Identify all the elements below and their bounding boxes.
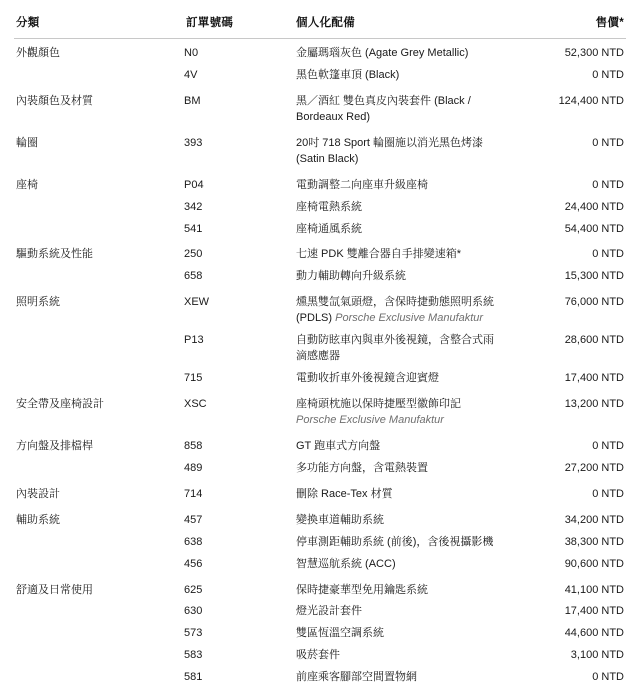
cell-category — [14, 197, 184, 219]
cell-price: 54,400 NTD — [564, 222, 624, 235]
description-text: 自動防眩車內與車外後視鏡，含整合式雨滴感應器 — [296, 334, 494, 363]
table-row — [14, 171, 626, 197]
cell-code: 4V — [184, 68, 198, 81]
cell-code: 581 — [184, 671, 203, 684]
description-text: 座椅頭枕施以保時捷壓型徽飾印記 — [296, 398, 461, 410]
table-row — [14, 576, 626, 602]
description-text: 電動收折車外後視鏡含迎賓燈 — [296, 372, 439, 385]
cell-code: 342 — [184, 200, 203, 213]
description-text: 前座乘客腳部空間置物網 — [296, 671, 417, 684]
cell-description — [294, 432, 506, 458]
table-row — [14, 288, 626, 330]
cell-code: 541 — [184, 222, 203, 235]
table-row — [14, 197, 626, 219]
header-price: 售價* — [595, 17, 624, 29]
cell-category: 驅動系統及性能 — [16, 248, 93, 261]
cell-description — [294, 645, 506, 667]
cell-price: 24,400 NTD — [564, 200, 624, 213]
description-text: GT 跑車式方向盤 — [296, 439, 381, 452]
description-text: 座椅通風系統 — [296, 222, 362, 235]
cell-category — [14, 330, 184, 368]
cell-code: 714 — [184, 487, 203, 500]
cell-category: 座椅 — [16, 178, 38, 191]
cell-price: 0 NTD — [592, 178, 624, 191]
cell-category — [14, 623, 184, 645]
description-text: 20吋 718 Sport 輪圈施以消光黑色烤漆 (Satin Black) — [296, 136, 484, 165]
cell-price: 28,600 NTD — [564, 334, 624, 347]
cell-description — [294, 623, 506, 645]
description-text: 智慧巡航系統 (ACC) — [296, 557, 396, 570]
cell-description — [294, 458, 506, 480]
description-text: 吸菸套件 — [296, 649, 340, 662]
cell-code: 658 — [184, 270, 203, 283]
cell-price: 0 NTD — [592, 68, 624, 81]
cell-category: 方向盤及排檔桿 — [16, 439, 93, 452]
cell-price: 0 NTD — [592, 136, 624, 149]
cell-price: 38,300 NTD — [564, 535, 624, 548]
cell-code: XEW — [184, 296, 210, 309]
table-row — [14, 87, 626, 129]
description-text: 停車測距輔助系統 (前後)，含後視攝影機 — [296, 535, 494, 548]
cell-description — [294, 480, 506, 506]
cell-price: 124,400 NTD — [558, 94, 624, 107]
cell-price: 17,400 NTD — [564, 605, 624, 618]
description-text: 變換車道輔助系統 — [296, 513, 384, 526]
cell-price: 3,100 NTD — [570, 649, 624, 662]
cell-price: 52,300 NTD — [564, 47, 624, 59]
description-text: 燈光設計套件 — [296, 605, 362, 618]
table-row — [14, 65, 626, 87]
cell-code: 630 — [184, 605, 203, 618]
table-row — [14, 39, 626, 65]
cell-category: 輪圈 — [16, 136, 38, 149]
table-row — [14, 266, 626, 288]
cell-description — [294, 39, 506, 65]
cell-description — [294, 506, 506, 532]
cell-price: 34,200 NTD — [564, 513, 624, 526]
description-text: 電動調整二向座車升級座椅 — [296, 178, 428, 191]
table-row — [14, 330, 626, 368]
cell-code: 573 — [184, 627, 203, 640]
cell-category — [14, 667, 184, 689]
description-text: 金屬瑪瑙灰色 (Agate Grey Metallic) — [296, 47, 469, 59]
table-row — [14, 623, 626, 645]
cell-price: 0 NTD — [592, 487, 624, 500]
cell-price: 13,200 NTD — [564, 398, 624, 410]
table-row — [14, 480, 626, 506]
cell-price: 0 NTD — [592, 671, 624, 684]
table-row — [14, 645, 626, 667]
cell-category — [14, 368, 184, 390]
cell-category: 照明系統 — [16, 296, 60, 309]
description-text: 七速 PDK 雙離合器自手排變速箱* — [296, 248, 462, 261]
cell-category: 內裝設計 — [16, 487, 60, 500]
table-row — [14, 506, 626, 532]
cell-code: 858 — [184, 439, 203, 452]
cell-code: 715 — [184, 372, 203, 385]
cell-code: XSC — [184, 398, 207, 410]
table-row — [14, 129, 626, 171]
cell-category — [14, 554, 184, 576]
cell-code: 250 — [184, 248, 203, 261]
cell-description — [294, 219, 506, 241]
cell-price: 17,400 NTD — [564, 372, 624, 385]
table-body — [14, 39, 626, 689]
cell-price: 76,000 NTD — [564, 296, 624, 309]
cell-code: P04 — [184, 178, 204, 191]
cell-category: 外觀顏色 — [16, 47, 60, 59]
cell-description — [294, 240, 506, 266]
cell-price: 27,200 NTD — [564, 461, 624, 474]
cell-category — [14, 645, 184, 667]
header-code: 訂單號碼 — [186, 17, 234, 29]
cell-description — [294, 601, 506, 623]
header-description: 個人化配備 — [296, 17, 355, 29]
table-row — [14, 458, 626, 480]
exclusive-manufaktur-note: Porsche Exclusive Manufaktur — [335, 312, 484, 325]
header-row — [14, 10, 626, 38]
cell-category: 舒適及日常使用 — [16, 583, 93, 596]
cell-code: N0 — [184, 47, 199, 59]
cell-description — [294, 65, 506, 87]
cell-description — [294, 288, 506, 330]
cell-category: 輔助系統 — [16, 513, 60, 526]
cell-price: 15,300 NTD — [564, 270, 624, 283]
cell-description — [294, 390, 506, 432]
cell-description — [294, 554, 506, 576]
options-table — [14, 10, 626, 689]
table-row — [14, 601, 626, 623]
cell-code: 638 — [184, 535, 203, 548]
description-text: 保時捷豪華型免用鑰匙系統 — [296, 583, 428, 596]
cell-description — [294, 368, 506, 390]
table-row — [14, 240, 626, 266]
cell-description — [294, 532, 506, 554]
description-text: 雙區恆溫空調系統 — [296, 627, 384, 640]
table-row — [14, 532, 626, 554]
cell-code: 456 — [184, 557, 203, 570]
table-row — [14, 432, 626, 458]
cell-code: BM — [184, 94, 201, 107]
description-text: 黑色軟篷車頂 (Black) — [296, 68, 400, 81]
cell-category — [14, 65, 184, 87]
description-text: 座椅電熱系統 — [296, 200, 362, 213]
cell-code: P13 — [184, 334, 204, 347]
description-text: 動力輔助轉向升級系統 — [296, 270, 406, 283]
cell-category — [14, 532, 184, 554]
table-row — [14, 368, 626, 390]
cell-category — [14, 601, 184, 623]
cell-category — [14, 219, 184, 241]
table-row — [14, 554, 626, 576]
cell-description — [294, 667, 506, 689]
cell-price: 0 NTD — [592, 248, 624, 261]
cell-code: 625 — [184, 583, 203, 596]
cell-description — [294, 197, 506, 219]
exclusive-manufaktur-note: Porsche Exclusive Manufaktur — [296, 413, 444, 426]
description-text: 刪除 Race-Tex 材質 — [296, 487, 393, 500]
cell-category: 內裝顏色及材質 — [16, 94, 93, 107]
cell-description — [294, 129, 506, 171]
cell-code: 489 — [184, 461, 203, 474]
cell-code: 393 — [184, 136, 203, 149]
cell-description — [294, 330, 506, 368]
cell-code: 457 — [184, 513, 203, 526]
description-text: 多功能方向盤，含電熱裝置 — [296, 461, 428, 474]
header-category: 分類 — [16, 17, 40, 29]
table-row — [14, 667, 626, 689]
table-row — [14, 219, 626, 241]
table-header — [14, 10, 626, 39]
cell-price: 0 NTD — [592, 439, 624, 452]
cell-category — [14, 266, 184, 288]
description-text: 燻黑雙氙氣頭燈，含保時捷動態照明系統 (PDLS) — [296, 296, 494, 325]
table-row — [14, 390, 626, 432]
cell-price: 44,600 NTD — [564, 627, 624, 640]
cell-description — [294, 266, 506, 288]
cell-category — [14, 458, 184, 480]
cell-description — [294, 87, 506, 129]
cell-description — [294, 171, 506, 197]
cell-price: 90,600 NTD — [564, 557, 624, 570]
description-text: 黑／酒紅 雙色真皮內裝套件 (Black / Bordeaux Red) — [296, 94, 471, 123]
cell-code: 583 — [184, 649, 203, 662]
cell-description — [294, 576, 506, 602]
cell-category: 安全帶及座椅設計 — [16, 398, 104, 410]
cell-price: 41,100 NTD — [564, 583, 624, 596]
